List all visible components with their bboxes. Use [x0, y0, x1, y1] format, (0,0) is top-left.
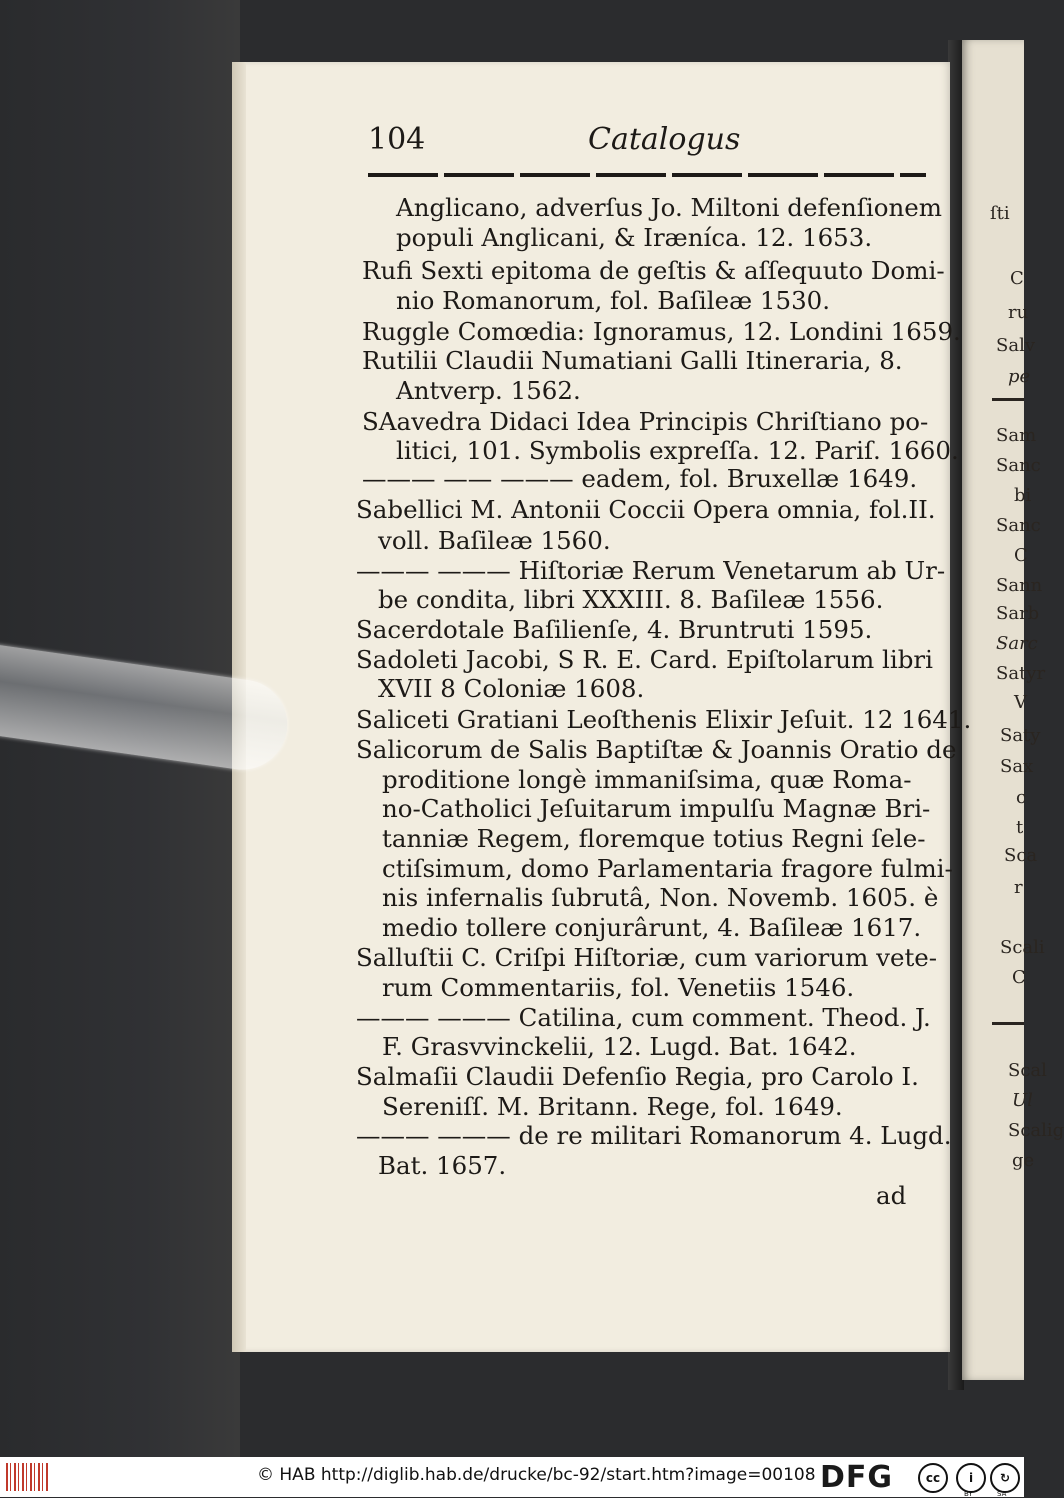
facing-page-rule: [992, 1022, 1024, 1025]
text-line: rum Commentariis, fol. Venetiis 1546.: [382, 973, 855, 1002]
footer-bar: [0, 1457, 1024, 1497]
cc-sa-label: SA: [997, 1490, 1007, 1498]
dfg-logo: DFG: [820, 1460, 894, 1495]
text-line: be condita, libri XXXIII. 8. Baſileæ 1556.: [378, 585, 884, 614]
text-line: Salmaſii Claudii Defenſio Regia, pro Carolo I.: [356, 1062, 919, 1091]
text-line: ctiſsimum, domo Parlamentaria fragore fulmi-: [382, 854, 953, 883]
facing-page-fragment: Sca: [1004, 845, 1038, 866]
facing-page-fragment: C: [1014, 545, 1028, 566]
cc-by-label: BY: [964, 1490, 973, 1498]
facing-page-fragment: c: [1016, 787, 1027, 808]
text-line: Anglicano, adverſus Jo. Miltoni defenſionem: [396, 193, 942, 222]
text-line: ——— ——— Hiſtoriæ Rerum Venetarum ab Ur-: [356, 556, 946, 585]
facing-page-fragment: Ul: [1012, 1090, 1033, 1111]
text-line: tanniæ Regem, floremque totius Regni ſele-: [382, 824, 926, 853]
facing-page-fragment: Sanc: [996, 455, 1041, 476]
text-line: Bat. 1657.: [378, 1151, 507, 1180]
facing-page-fragment: pe: [1008, 366, 1031, 387]
page-header: [368, 120, 948, 164]
text-line: ——— ——— Catilina, cum comment. Theod. J.: [356, 1003, 931, 1032]
facing-page-fragment: Sann: [996, 575, 1043, 596]
cc-by-icon[interactable]: i: [956, 1463, 986, 1493]
facing-page-fragment: t: [1016, 817, 1024, 838]
facing-page-fragment: bi: [1014, 485, 1032, 506]
text-line: proditione longè immaniſsima, quæ Roma-: [382, 765, 912, 794]
header-rule: [368, 173, 926, 177]
text-line: nio Romanorum, fol. Baſileæ 1530.: [396, 286, 831, 315]
facing-page-fragment: Sarc: [996, 633, 1038, 654]
facing-page-rule: [992, 398, 1024, 401]
facing-page-fragment: Sarb: [996, 603, 1040, 624]
text-line: Sereniſſ. M. Britann. Rege, fol. 1649.: [382, 1092, 843, 1121]
facing-page-fragment: Scali: [1000, 937, 1045, 958]
running-head: Catalogus: [588, 122, 741, 157]
text-line: Sadoleti Jacobi, S R. E. Card. Epiſtolarum libri: [356, 645, 933, 674]
catchword: ad: [876, 1181, 907, 1210]
hab-logo-icon: [6, 1463, 50, 1491]
text-line: populi Anglicani, & Iræníca. 12. 1653.: [396, 223, 873, 252]
facing-page-fragment: Salv: [996, 335, 1035, 356]
page-number: 104: [368, 122, 426, 157]
text-line: ——— ——— de re militari Romanorum 4. Lugd.: [356, 1121, 952, 1150]
facing-page-fragment: Sax: [1000, 756, 1034, 777]
text-line: nis infernalis ſubrutâ, Non. Novemb. 1605. è: [382, 883, 939, 912]
text-line: Salicorum de Salis Baptiſtæ & Joannis Oratio de: [356, 735, 957, 764]
facing-page-fragment: Scalig: [1008, 1120, 1064, 1141]
text-line: Rufi Sexti epitoma de geſtis & aſſequuto Domi-: [362, 256, 945, 285]
text-line: no-Catholici Jeſuitarum impulſu Magnæ Bri-: [382, 794, 931, 823]
text-line: XVII 8 Coloniæ 1608.: [378, 674, 645, 703]
text-line: Sacerdotale Baſilienſe, 4. Bruntruti 1595.: [356, 615, 873, 644]
text-line: medio tollere conjurârunt, 4. Baſileæ 1617.: [382, 913, 922, 942]
facing-page-fragment: Saty: [1000, 725, 1041, 746]
facing-page-fragment: Scal: [1008, 1060, 1047, 1081]
text-line: Rutilii Claudii Numatiani Galli Itineraria, 8.: [362, 346, 903, 375]
text-line: SAavedra Didaci Idea Principis Chriſtiano po-: [362, 407, 929, 436]
source-credit[interactable]: © HAB http://diglib.hab.de/drucke/bc-92/start.htm?image=00108: [257, 1465, 816, 1485]
text-line: Ruggle Comœdia: Ignoramus, 12. Londini 1659.: [362, 317, 961, 346]
facing-page-fragment: r: [1014, 877, 1023, 898]
text-line: ——— —— ——— eadem, fol. Bruxellæ 1649.: [362, 464, 918, 493]
cc-license-icon[interactable]: cc: [918, 1463, 948, 1493]
facing-page-fragment: Sam: [996, 425, 1037, 446]
facing-page-fragment: V: [1014, 692, 1027, 713]
cc-sa-icon[interactable]: ↻: [990, 1463, 1020, 1493]
facing-page-fragment: Sanc: [996, 515, 1041, 536]
text-line: Saliceti Gratiani Leoſthenis Elixir Jeſuit. 12 1641.: [356, 705, 972, 734]
facing-page-fragment: ge: [1012, 1150, 1035, 1171]
text-line: Sabellici M. Antonii Coccii Opera omnia, fol.II.: [356, 495, 936, 524]
facing-page-fragment: ru: [1008, 302, 1029, 323]
text-line: voll. Baſileæ 1560.: [378, 526, 611, 555]
text-line: F. Grasvvinckelii, 12. Lugd. Bat. 1642.: [382, 1032, 857, 1061]
facing-page-fragment: C: [1010, 268, 1024, 289]
text-line: Antverp. 1562.: [396, 376, 581, 405]
facing-page-fragment: C: [1012, 967, 1026, 988]
facing-page-fragment: ſti: [990, 203, 1010, 224]
text-line: Salluſtii C. Criſpi Hiſtoriæ, cum variorum vete-: [356, 943, 938, 972]
text-line: litici, 101. Symbolis expreſſa. 12. Pariſ. 1660.: [396, 436, 959, 465]
facing-page-fragment: Satyr: [996, 663, 1046, 684]
